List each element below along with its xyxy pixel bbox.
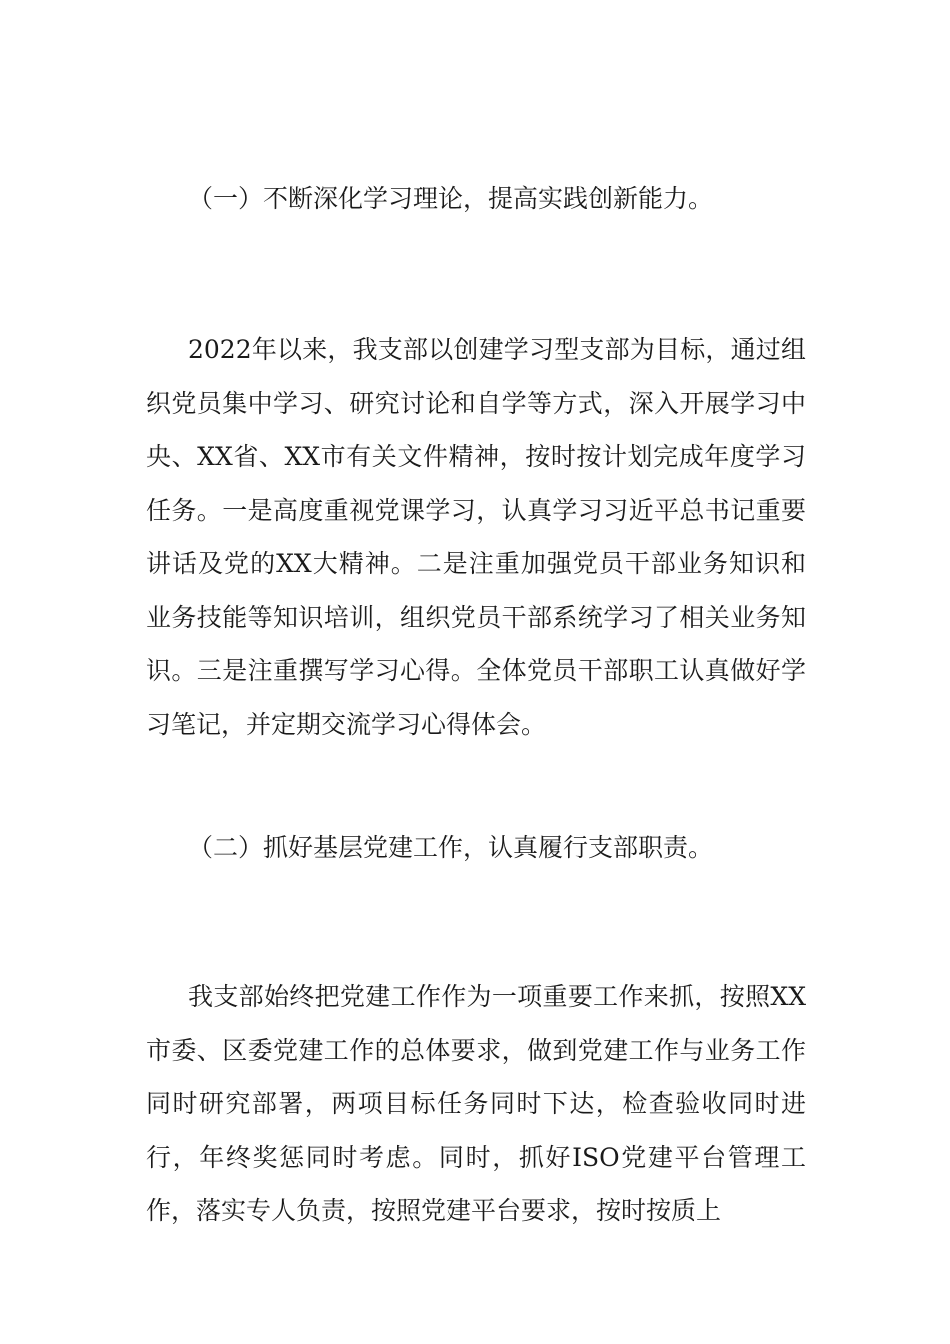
section-2-paragraph: 我支部始终把党建工作作为一项重要工作来抓，按照XX市委、区委党建工作的总体要求，做到党建工作与业务工作同时研究部署，两项目标任务同时下达，检查验收同时进行，年终奖惩同时考虑。同时，抓好ISO党建平台管理工作，落实专人负责，按照党建平台要求，按时按质上 [146, 982, 806, 1225]
section-1-heading: （一）不断深化学习理论，提高实践创新能力。 [188, 184, 714, 213]
section-1-paragraph: 2022年以来，我支部以创建学习型支部为目标，通过组织党员集中学习、研究讨论和自学等方式，深入开展学习中央、XX省、XX市有关文件精神，按时按计划完成年度学习任务。一是高度重视党课学习，认真学习习近平总书记重要讲话及党的XX大精神。二是注重加强党员干部业务知识和业务技能等知识培训，组织党员干部系统学习了相关业务知识。三是注重撰写学习心得。全体党员干部职工认真做好学习笔记，并定期交流学习心得体会。 [146, 335, 806, 739]
section-2-heading: （二）抓好基层党建工作，认真履行支部职责。 [188, 833, 714, 862]
